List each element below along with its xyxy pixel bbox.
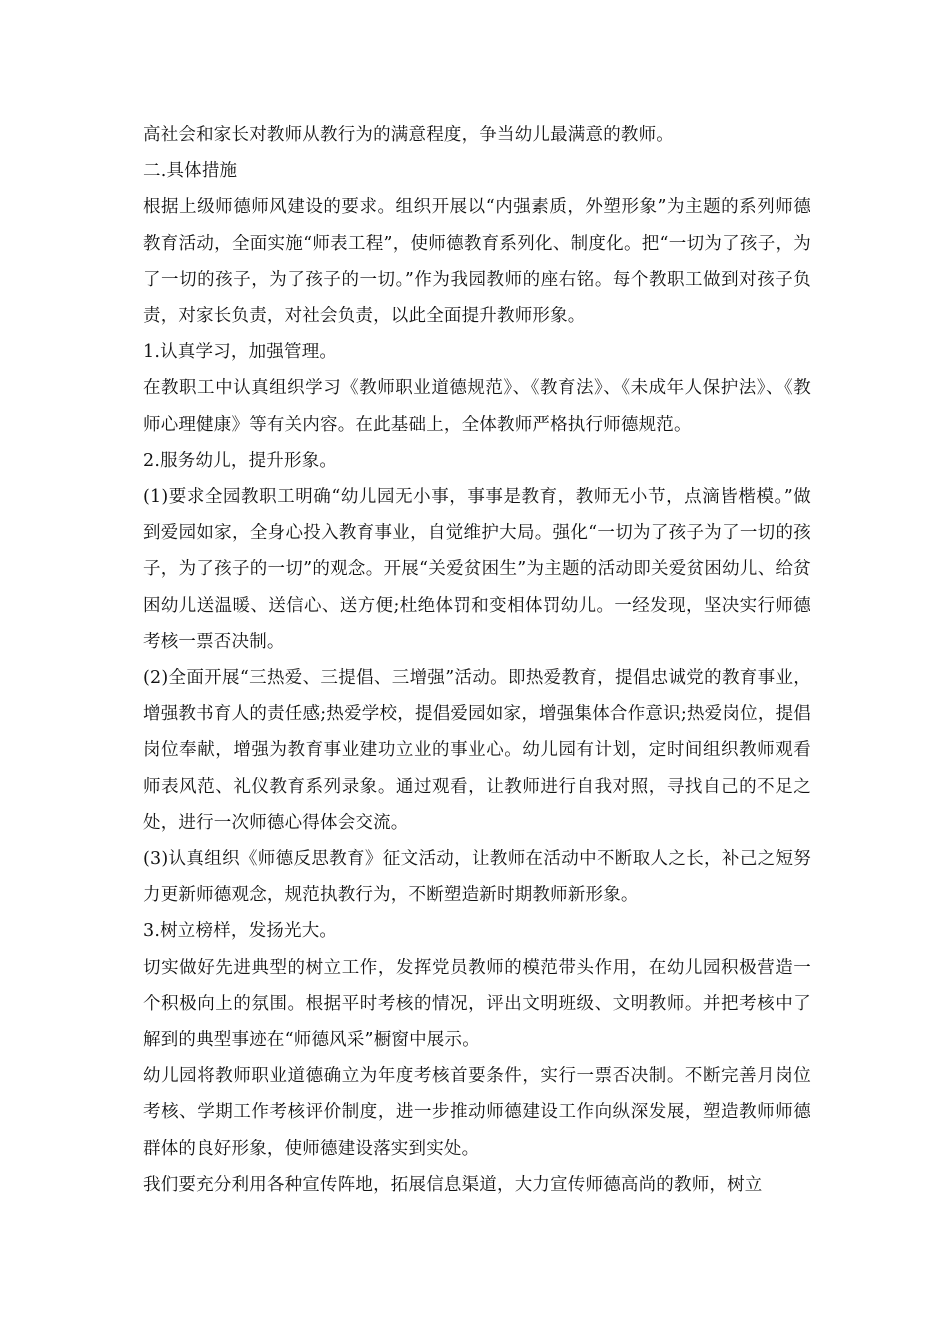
section-heading-measures: 二.具体措施 <box>143 161 238 182</box>
paragraph-study-content: 在教职工中认真组织学习《教师职业道德规范》、《教育法》、《未成年人保护法》、《教师心理健康》等有关内容。在此基础上，全体教师严格执行师德规范。 <box>143 378 811 435</box>
subheading-study-management: 1.认真学习，加强管理。 <box>143 342 338 363</box>
paragraph-publicity: 我们要充分利用各种宣传阵地，拓展信息渠道，大力宣传师德高尚的教师，树立 <box>143 1174 763 1195</box>
paragraph-role-models: 切实做好先进典型的树立工作，发挥党员教师的模范带头作用，在幼儿园积极营造一个积极向上的氛围。根据平时考核的情况，评出文明班级、文明教师。并把考核中了解到的典型事迹在“师德风采”橱窗中展示。 <box>143 957 811 1051</box>
paragraph-goal-continuation: 高社会和家长对教师从教行为的满意程度，争当幼儿最满意的教师。 <box>143 125 674 145</box>
document-body <box>143 117 811 1203</box>
paragraph-assessment: 幼儿园将教师职业道德确立为年度考核首要条件，实行一票否决制。不断完善月岗位考核、学期工作考核评价制度，进一步推动师德建设工作向纵深发展，塑造教师师德群体的良好形象，使师德建设落实到实处。 <box>143 1066 811 1159</box>
paragraph-item-2: (2)全面开展“三热爱、三提倡、三增强”活动。即热爱教育，提倡忠诚党的教育事业，增强教书育人的责任感;热爱学校，提倡爱园如家，增强集体合作意识;热爱岗位，提倡岗位奉献，增强为教育事业建功立业的事业心。幼儿园有计划，定时间组织教师观看师表风范、礼仪教育系列录象。通过观看，让教师进行自我对照，寻找自己的不足之处，进行一次师德心得体会交流。 <box>143 668 811 833</box>
subheading-serve-children: 2.服务幼儿，提升形象。 <box>143 450 338 471</box>
paragraph-measures-intro: 根据上级师德师风建设的要求。组织开展以“内强素质，外塑形象”为主题的系列师德教育活动，全面实施“师表工程”，使师德教育系列化、制度化。把“一切为了孩子，为了一切的孩子，为了孩子的一切。”作为我园教师的座右铭。每个教职工做到对孩子负责，对家长负责，对社会负责，以此全面提升教师形象。 <box>143 197 811 327</box>
paragraph-item-1: (1)要求全园教职工明确“幼儿园无小事，事事是教育，教师无小节，点滴皆楷模。”做到爱园如家，全身心投入教育事业，自觉维护大局。强化“一切为了孩子为了一切的孩子，为了孩子的一切”的观念。开展“关爱贫困生”为主题的活动即关爱贫困幼儿、给贫困幼儿送温暖、送信心、送方便;杜绝体罚和变相体罚幼儿。一经发现，坚决实行师德考核一票否决制。 <box>143 487 811 652</box>
subheading-role-models: 3.树立榜样，发扬光大。 <box>143 921 338 942</box>
paragraph-item-3: (3)认真组织《师德反思教育》征文活动，让教师在活动中不断取人之长，补己之短努力更新师德观念，规范执教行为，不断塑造新时期教师新形象。 <box>143 849 811 906</box>
